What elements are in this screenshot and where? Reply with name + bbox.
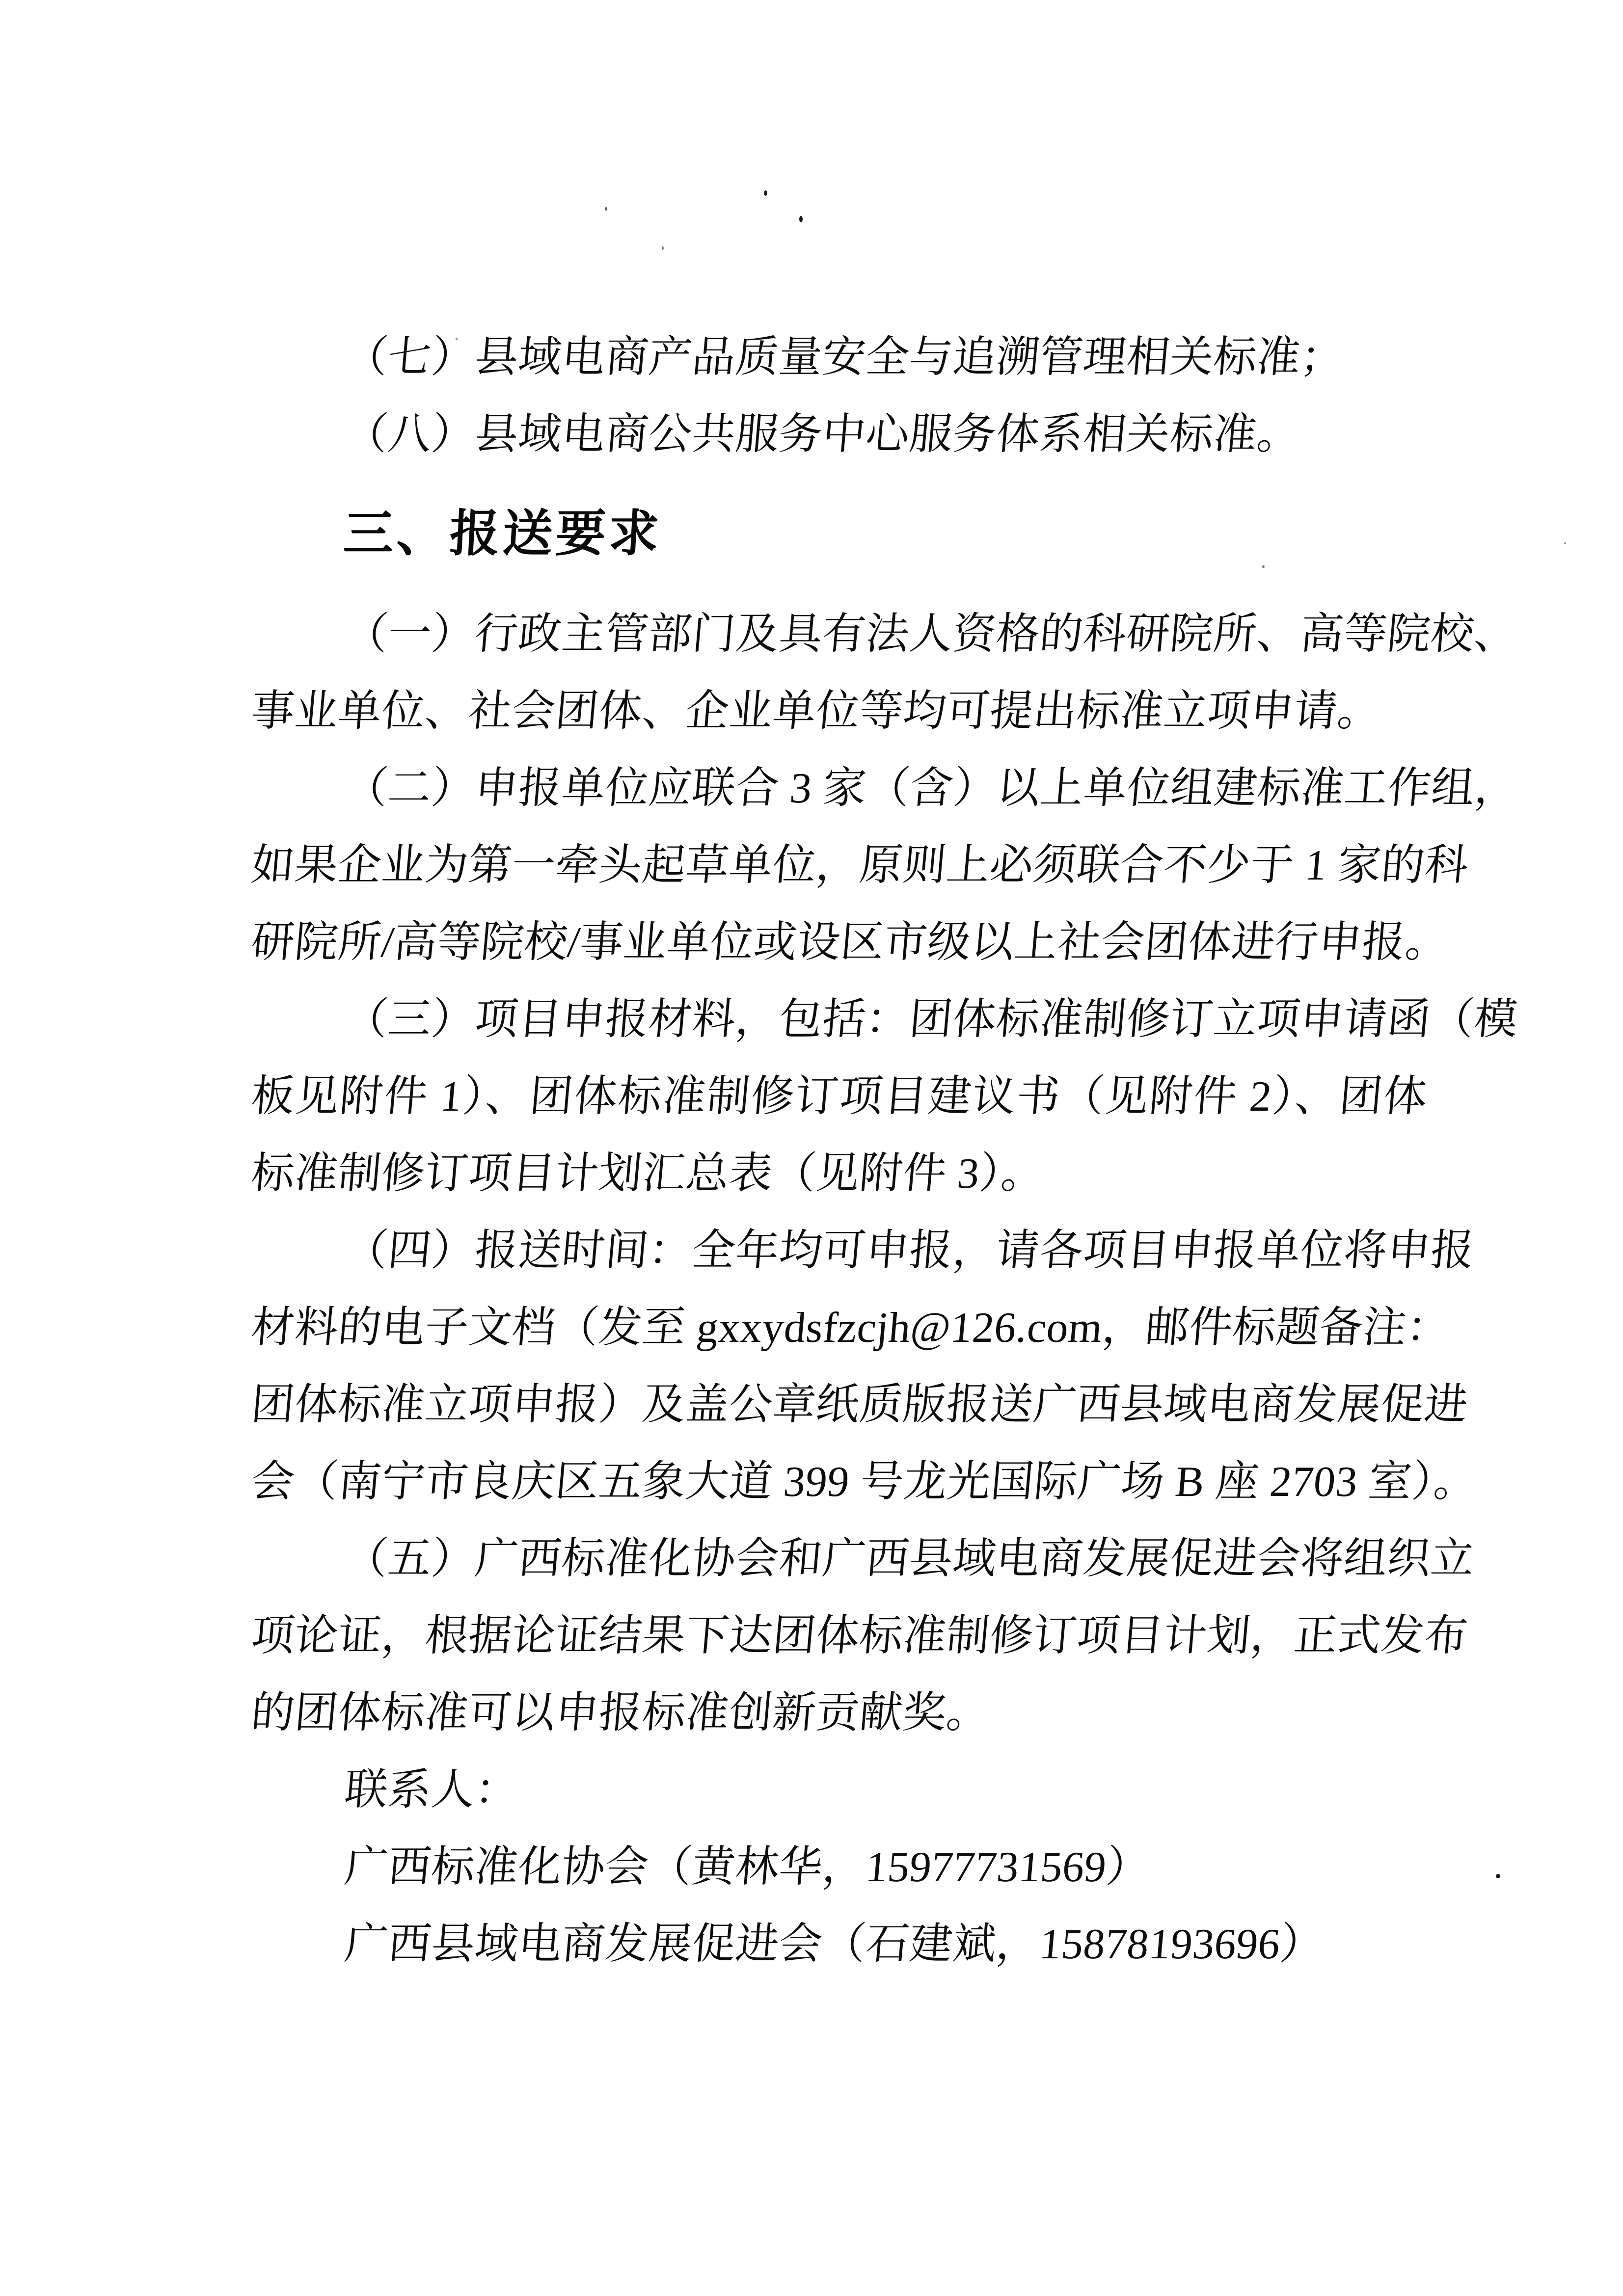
text-line: （五）广西标准化协会和广西县域电商发展促进会将组织立 — [342, 1535, 1477, 1583]
text-line: 团体标准立项申报）及盖公章纸质版报送广西县域电商发展促进 — [249, 1381, 1470, 1429]
scan-speck — [1564, 542, 1566, 544]
document-body — [248, 319, 1520, 1983]
text-line: 项论证，根据论证结果下达团体标准制修订项目计划，正式发布 — [249, 1612, 1470, 1660]
text-line: （二）申报单位应联合 3 家（含）以上单位组建标准工作组， — [342, 765, 1520, 812]
text-line: （三）项目申报材料，包括：团体标准制修订立项申请函（模 — [342, 996, 1520, 1043]
text-line: 如果企业为第一牵头起草单位，原则上必须联合不少于 1 家的科 — [249, 842, 1471, 889]
scan-speck — [764, 190, 767, 196]
text-line: 事业单位、社会团体、企业单位等均可提出标准立项申请。 — [249, 688, 1383, 735]
scan-speck — [1496, 1874, 1500, 1878]
text-line: 材料的电子文档（发至 gxxydsfzcjh@126.com，邮件标题备注： — [249, 1304, 1452, 1352]
text-line: （一）行政主管部门及具有法人资格的科研院所、高等院校、 — [342, 611, 1520, 658]
text-line: 广西标准化协会（黄林华，15977731569） — [342, 1843, 1152, 1891]
scan-speck — [662, 246, 664, 250]
text-line: 联系人： — [342, 1766, 521, 1814]
scan-speck — [799, 216, 803, 222]
scan-speck — [605, 207, 607, 211]
text-line: 研院所/高等院校/事业单位或设区市级以上社会团体进行申报。 — [249, 919, 1451, 966]
text-line: 广西县域电商发展促进会（石建斌，15878193696） — [342, 1921, 1326, 1968]
text-line: 板见附件 1）、团体标准制修订项目建议书（见附件 2）、团体 — [249, 1073, 1430, 1121]
text-line: 会（南宁市良庆区五象大道 399 号龙光国际广场 B 座 2703 室）。 — [249, 1458, 1480, 1506]
section-heading: 三、报送要求 — [342, 506, 663, 561]
text-line: 的团体标准可以申报标准创新贡献奖。 — [249, 1689, 992, 1737]
text-line: （八）县域电商公共服务中心服务体系相关标准。 — [342, 411, 1303, 458]
text-line: （四）报送时间：全年均可申报，请各项目申报单位将申报 — [342, 1227, 1477, 1275]
text-line: 标准制修订项目计划汇总表（见附件 3）。 — [249, 1150, 1047, 1198]
text-line: （七）县域电商产品质量安全与追溯管理相关标准； — [342, 334, 1346, 381]
